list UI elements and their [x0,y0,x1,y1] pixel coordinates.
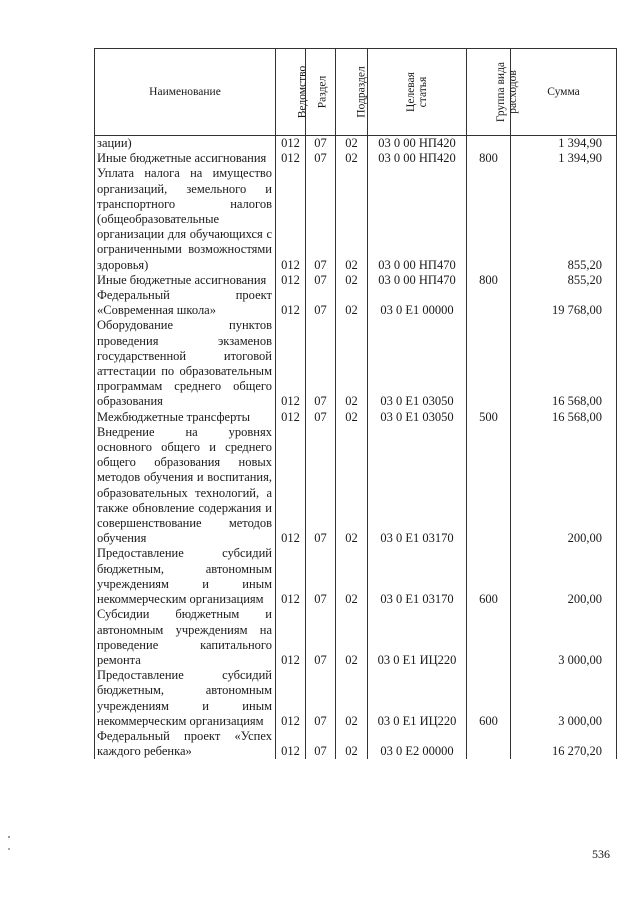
cell-summa: 200,00 [511,425,617,547]
cell-razdel: 07 [306,288,336,318]
cell-razdel: 07 [306,273,336,288]
header-razdel: Раздел [306,49,336,136]
cell-podrazdel: 02 [336,273,368,288]
header-gruppa-vida-rashodov: Группа вида расходов [467,49,511,136]
cell-podrazdel: 02 [336,425,368,547]
cell-summa: 3 000,00 [511,607,617,668]
table-row [95,729,617,759]
cell-celevaya-statya: 03 0 00 НП420 [368,136,467,152]
cell-name: Предоставление субсидий бюджетным, автономным учреждениям и иным некоммерческим организациям [95,546,276,607]
cell-celevaya-statya: 03 0 Е1 03050 [368,318,467,409]
table-row [95,136,617,152]
cell-gruppa-vida: 500 [467,410,511,425]
table-row [95,318,617,409]
cell-vedomstvo: 012 [276,318,306,409]
cell-celevaya-statya: 03 0 Е1 ИЦ220 [368,668,467,729]
cell-celevaya-statya: 03 0 Е1 00000 [368,288,467,318]
cell-name: Субсидии бюджетным и автономным учреждениям на проведение капитального ремонта [95,607,276,668]
cell-gruppa-vida [467,166,511,272]
cell-vedomstvo: 012 [276,273,306,288]
cell-podrazdel: 02 [336,410,368,425]
table-row [95,410,617,425]
cell-name: Оборудование пунктов проведения экзаменов государственной итоговой аттестации по образовательным программам среднего общего образования [95,318,276,409]
cell-summa: 3 000,00 [511,668,617,729]
cell-vedomstvo: 012 [276,136,306,152]
cell-gruppa-vida [467,288,511,318]
cell-gruppa-vida [467,425,511,547]
cell-gruppa-vida [467,136,511,152]
cell-name: Предоставление субсидий бюджетным, автономным учреждениям и иным некоммерческим организациям [95,668,276,729]
cell-name: Уплата налога на имущество организаций, земельного и транспортного налогов (общеобразовательные организации для обучающихся с ограниченными возможностями здоровья) [95,166,276,272]
header-celevaya-statya: Целевая статья [368,49,467,136]
cell-name: Иные бюджетные ассигнования [95,273,276,288]
cell-podrazdel: 02 [336,607,368,668]
cell-podrazdel: 02 [336,136,368,152]
cell-name: Внедрение на уровнях основного общего и среднего общего образования новых методов обучения и воспитания, образовательных технологий, а также обновление содержания и совершенствование методов обучения [95,425,276,547]
table-row [95,668,617,729]
cell-summa: 19 768,00 [511,288,617,318]
cell-razdel: 07 [306,136,336,152]
cell-razdel: 07 [306,546,336,607]
cell-razdel: 07 [306,151,336,166]
cell-vedomstvo: 012 [276,151,306,166]
cell-vedomstvo: 012 [276,410,306,425]
table-row [95,288,617,318]
cell-celevaya-statya: 03 0 Е1 03170 [368,425,467,547]
cell-summa: 855,20 [511,273,617,288]
page-number: 536 [592,847,610,861]
cell-name: Иные бюджетные ассигнования [95,151,276,166]
budget-table [94,48,617,759]
cell-razdel: 07 [306,425,336,547]
cell-razdel: 07 [306,607,336,668]
cell-celevaya-statya: 03 0 00 НП470 [368,273,467,288]
cell-name: Федеральный проект «Современная школа» [95,288,276,318]
cell-summa: 16 270,20 [511,729,617,759]
cell-gruppa-vida: 600 [467,546,511,607]
header-summa: Сумма [511,49,617,136]
cell-celevaya-statya: 03 0 00 НП420 [368,151,467,166]
cell-podrazdel: 02 [336,729,368,759]
scan-mark [8,836,10,838]
cell-razdel: 07 [306,318,336,409]
cell-summa: 1 394,90 [511,136,617,152]
cell-razdel: 07 [306,166,336,272]
table-row [95,425,617,547]
cell-gruppa-vida: 800 [467,273,511,288]
cell-podrazdel: 02 [336,288,368,318]
cell-vedomstvo: 012 [276,425,306,547]
cell-summa: 16 568,00 [511,410,617,425]
cell-gruppa-vida: 600 [467,668,511,729]
cell-vedomstvo: 012 [276,607,306,668]
cell-summa: 855,20 [511,166,617,272]
table-row [95,546,617,607]
cell-celevaya-statya: 03 0 Е1 03050 [368,410,467,425]
table-row [95,166,617,272]
cell-vedomstvo: 012 [276,166,306,272]
table-header-row [95,49,617,136]
table-row [95,273,617,288]
cell-vedomstvo: 012 [276,546,306,607]
cell-name: Федеральный проект «Успех каждого ребенка» [95,729,276,759]
cell-summa: 200,00 [511,546,617,607]
cell-summa: 1 394,90 [511,151,617,166]
cell-gruppa-vida [467,729,511,759]
cell-podrazdel: 02 [336,668,368,729]
cell-podrazdel: 02 [336,166,368,272]
cell-celevaya-statya: 03 0 Е2 00000 [368,729,467,759]
cell-razdel: 07 [306,668,336,729]
cell-name: зации) [95,136,276,152]
cell-vedomstvo: 012 [276,288,306,318]
cell-celevaya-statya: 03 0 00 НП470 [368,166,467,272]
cell-name: Межбюджетные трансферты [95,410,276,425]
cell-celevaya-statya: 03 0 Е1 ИЦ220 [368,607,467,668]
cell-celevaya-statya: 03 0 Е1 03170 [368,546,467,607]
cell-podrazdel: 02 [336,318,368,409]
cell-razdel: 07 [306,410,336,425]
cell-gruppa-vida [467,607,511,668]
cell-podrazdel: 02 [336,546,368,607]
cell-summa: 16 568,00 [511,318,617,409]
cell-vedomstvo: 012 [276,729,306,759]
header-name: Наименование [95,49,276,136]
cell-vedomstvo: 012 [276,668,306,729]
table-row [95,151,617,166]
header-vedomstvo: Ведомство [276,49,306,136]
cell-podrazdel: 02 [336,151,368,166]
scan-mark [8,848,10,850]
table-row [95,607,617,668]
cell-razdel: 07 [306,729,336,759]
cell-gruppa-vida: 800 [467,151,511,166]
header-podrazdel: Подраздел [336,49,368,136]
cell-gruppa-vida [467,318,511,409]
